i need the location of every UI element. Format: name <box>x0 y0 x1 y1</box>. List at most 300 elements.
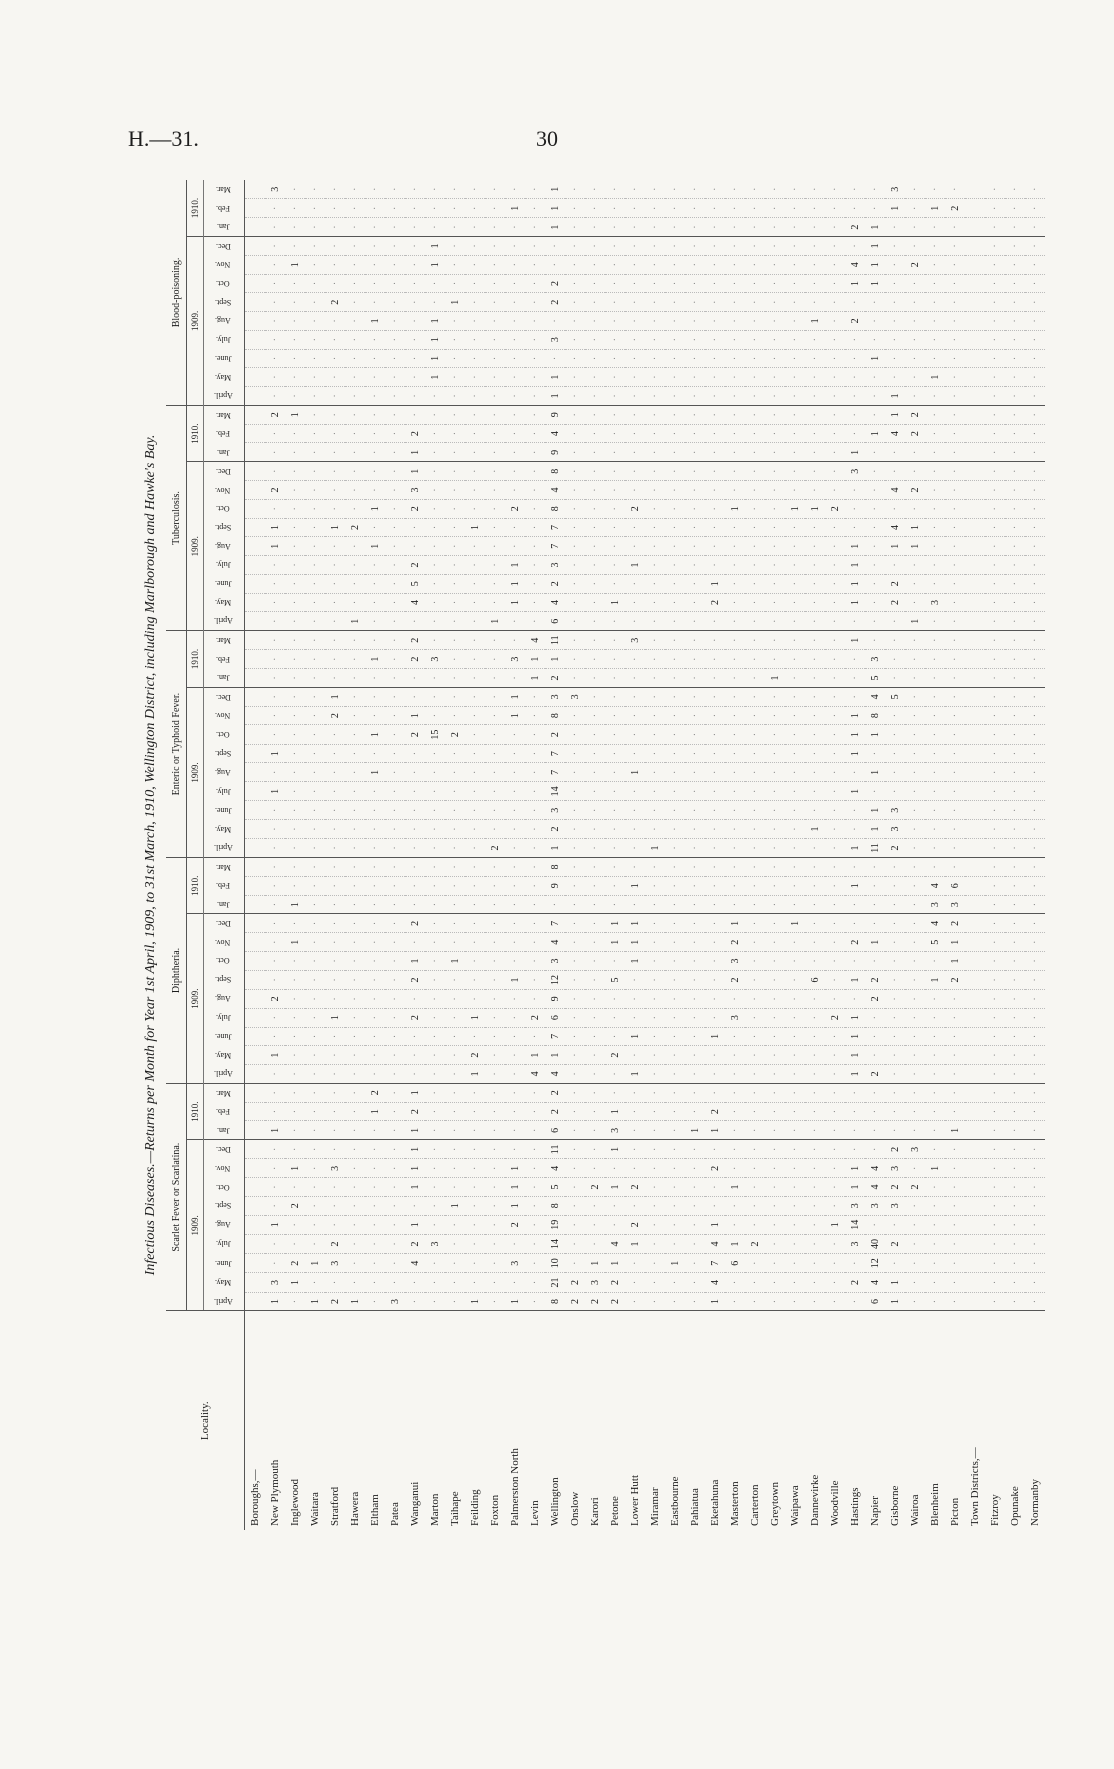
value-cell: · <box>465 1196 485 1215</box>
value-cell: · <box>1025 669 1045 688</box>
value-cell: · <box>285 669 305 688</box>
value-cell: 4 <box>865 687 885 706</box>
value-cell: · <box>865 462 885 481</box>
value-cell: · <box>585 933 605 952</box>
value-cell: · <box>785 687 805 706</box>
value-cell: · <box>865 914 885 933</box>
value-cell: · <box>485 218 505 237</box>
value-cell: 1 <box>365 537 385 556</box>
value-cell: · <box>805 725 825 744</box>
value-cell: · <box>905 970 925 989</box>
month-header <box>204 330 245 349</box>
value-cell: · <box>625 1196 645 1215</box>
value-cell: · <box>985 537 1005 556</box>
value-cell: · <box>445 631 465 650</box>
value-cell: · <box>385 612 405 631</box>
value-cell: · <box>645 820 665 839</box>
value-cell: · <box>365 1196 385 1215</box>
value-cell: · <box>705 293 725 312</box>
value-cell: · <box>465 858 485 877</box>
value-cell: · <box>905 293 925 312</box>
value-cell: · <box>1005 1234 1025 1253</box>
value-cell: · <box>605 1215 625 1234</box>
value-cell: · <box>505 330 525 349</box>
value-cell: · <box>665 349 685 368</box>
value-cell: · <box>825 1121 845 1140</box>
value-cell: · <box>565 1254 585 1273</box>
value-cell: 10 <box>545 1254 565 1273</box>
value-cell: · <box>825 970 845 989</box>
value-cell: · <box>885 462 905 481</box>
value-cell: · <box>625 312 645 331</box>
value-cell: · <box>705 499 725 518</box>
value-cell: · <box>265 312 285 331</box>
value-cell: · <box>825 218 845 237</box>
value-cell: · <box>285 782 305 801</box>
value-cell: · <box>985 1027 1005 1046</box>
value-cell: · <box>585 462 605 481</box>
value-cell: · <box>445 236 465 255</box>
value-cell: · <box>925 1234 945 1253</box>
value-cell: 1 <box>425 312 445 331</box>
value-cell: · <box>745 386 765 405</box>
value-cell: · <box>685 180 705 199</box>
value-cell: · <box>785 650 805 669</box>
value-cell: · <box>745 763 765 782</box>
value-cell: · <box>605 631 625 650</box>
value-cell: · <box>745 236 765 255</box>
value-cell: · <box>1025 199 1045 218</box>
value-cell: · <box>345 820 365 839</box>
value-cell: · <box>425 405 445 424</box>
value-cell: · <box>745 518 765 537</box>
value-cell: · <box>325 970 345 989</box>
value-cell: · <box>905 952 925 971</box>
value-cell: · <box>445 706 465 725</box>
value-cell: · <box>845 236 865 255</box>
table-row <box>325 180 345 1530</box>
value-cell: · <box>1025 593 1045 612</box>
value-cell: · <box>465 970 485 989</box>
value-cell: · <box>905 1046 925 1065</box>
value-cell: · <box>945 349 965 368</box>
empty-cell <box>965 1140 985 1159</box>
value-cell: · <box>925 293 945 312</box>
locality-name: Wellington <box>549 1477 561 1526</box>
value-cell: 2 <box>405 970 425 989</box>
value-cell: · <box>845 1083 865 1102</box>
value-cell: · <box>985 725 1005 744</box>
value-cell: · <box>425 462 445 481</box>
value-cell: · <box>285 1027 305 1046</box>
value-cell: 3 <box>265 180 285 199</box>
value-cell: · <box>385 574 405 593</box>
value-cell: · <box>925 1121 945 1140</box>
value-cell: · <box>565 481 585 500</box>
value-cell: · <box>385 763 405 782</box>
value-cell: · <box>745 1178 765 1197</box>
value-cell: · <box>285 763 305 782</box>
empty-cell <box>245 990 266 1009</box>
empty-cell <box>965 612 985 631</box>
value-cell: · <box>685 612 705 631</box>
value-cell: · <box>765 180 785 199</box>
value-cell: · <box>765 443 785 462</box>
value-cell: · <box>825 952 845 971</box>
value-cell: 1 <box>365 1102 385 1121</box>
value-cell: · <box>705 669 725 688</box>
value-cell: · <box>785 1121 805 1140</box>
empty-cell <box>245 725 266 744</box>
page-code: H.—31. <box>128 126 199 151</box>
value-cell: · <box>485 443 505 462</box>
value-cell: · <box>925 405 945 424</box>
value-cell: · <box>1005 631 1025 650</box>
value-cell: · <box>785 990 805 1009</box>
value-cell: · <box>565 199 585 218</box>
month-header <box>204 744 245 763</box>
value-cell: · <box>785 763 805 782</box>
value-cell: 1 <box>545 199 565 218</box>
value-cell: · <box>705 312 725 331</box>
value-cell: 2 <box>725 970 745 989</box>
value-cell: · <box>305 706 325 725</box>
value-cell: · <box>905 1196 925 1215</box>
value-cell: · <box>585 274 605 293</box>
value-cell: · <box>465 312 485 331</box>
value-cell: · <box>465 933 485 952</box>
value-cell: · <box>425 876 445 895</box>
value-cell: · <box>685 236 705 255</box>
value-cell: · <box>565 330 585 349</box>
value-cell: · <box>425 518 445 537</box>
value-cell: · <box>845 895 865 914</box>
value-cell: · <box>365 1273 385 1292</box>
value-cell: · <box>685 933 705 952</box>
table-row <box>565 180 585 1530</box>
month-label: Mar. <box>215 1088 231 1098</box>
value-cell: · <box>745 1102 765 1121</box>
value-cell: · <box>985 669 1005 688</box>
value-cell: · <box>445 556 465 575</box>
table-row <box>485 180 505 1530</box>
value-cell: · <box>745 1159 765 1178</box>
value-cell: · <box>445 1121 465 1140</box>
value-cell: · <box>325 1273 345 1292</box>
value-cell: · <box>265 556 285 575</box>
value-cell: · <box>825 368 845 387</box>
value-cell: · <box>1025 612 1045 631</box>
empty-cell <box>965 330 985 349</box>
value-cell: · <box>805 574 825 593</box>
value-cell: · <box>405 180 425 199</box>
value-cell: · <box>985 518 1005 537</box>
value-cell: · <box>985 1159 1005 1178</box>
value-cell: · <box>325 876 345 895</box>
value-cell: · <box>805 631 825 650</box>
value-cell: 1 <box>885 386 905 405</box>
value-cell: · <box>425 1121 445 1140</box>
value-cell: 4 <box>525 1064 545 1083</box>
value-cell: · <box>865 1027 885 1046</box>
value-cell: · <box>385 1064 405 1083</box>
empty-cell <box>245 1083 266 1102</box>
value-cell: · <box>345 293 365 312</box>
value-cell: · <box>525 801 545 820</box>
value-cell: · <box>725 274 745 293</box>
disease-table <box>166 180 1045 1530</box>
value-cell: · <box>325 933 345 952</box>
value-cell: · <box>725 199 745 218</box>
empty-cell <box>965 744 985 763</box>
value-cell: · <box>585 725 605 744</box>
value-cell: · <box>405 330 425 349</box>
value-cell: · <box>465 820 485 839</box>
value-cell: · <box>985 199 1005 218</box>
value-cell: · <box>925 725 945 744</box>
value-cell: 4 <box>705 1234 725 1253</box>
value-cell: 3 <box>325 1254 345 1273</box>
table-title: Infectious Diseases.—Returns per Month for Year 1st April, 1909, to 31st March, 1910, Wellington District, including Marlborough and Hawke's Bay. <box>143 434 158 1276</box>
value-cell: · <box>985 499 1005 518</box>
value-cell: · <box>705 481 725 500</box>
value-cell: · <box>865 1102 885 1121</box>
value-cell: · <box>885 725 905 744</box>
value-cell: · <box>605 782 625 801</box>
value-cell: · <box>425 499 445 518</box>
value-cell: · <box>305 518 325 537</box>
value-cell: · <box>905 1273 925 1292</box>
month-header <box>204 1027 245 1046</box>
value-cell: · <box>645 914 665 933</box>
empty-cell <box>965 1196 985 1215</box>
value-cell: · <box>685 499 705 518</box>
value-cell: 3 <box>565 687 585 706</box>
value-cell: · <box>905 858 925 877</box>
empty-cell <box>965 801 985 820</box>
value-cell: · <box>385 914 405 933</box>
value-cell: · <box>625 518 645 537</box>
value-cell: 2 <box>605 1273 625 1292</box>
value-cell: 1 <box>285 405 305 424</box>
value-cell: · <box>445 274 465 293</box>
value-cell: · <box>585 706 605 725</box>
value-cell: · <box>765 574 785 593</box>
value-cell: · <box>465 782 485 801</box>
value-cell: 1 <box>845 1046 865 1065</box>
value-cell: 3 <box>605 1121 625 1140</box>
value-cell: 1 <box>285 1273 305 1292</box>
value-cell: · <box>745 1292 765 1311</box>
value-cell: 1 <box>405 443 425 462</box>
value-cell: · <box>305 820 325 839</box>
value-cell: · <box>985 368 1005 387</box>
value-cell: · <box>385 1196 405 1215</box>
value-cell: · <box>765 1121 785 1140</box>
value-cell: 1 <box>625 1027 645 1046</box>
value-cell: · <box>265 293 285 312</box>
value-cell: · <box>285 612 305 631</box>
value-cell: · <box>465 650 485 669</box>
value-cell: · <box>685 650 705 669</box>
value-cell: · <box>765 1140 785 1159</box>
value-cell: · <box>445 537 465 556</box>
value-cell: · <box>365 199 385 218</box>
value-cell: 2 <box>865 990 885 1009</box>
value-cell: · <box>745 1196 765 1215</box>
value-cell: 1 <box>865 218 885 237</box>
value-cell: · <box>425 914 445 933</box>
value-cell: · <box>645 218 665 237</box>
value-cell: 1 <box>905 612 925 631</box>
value-cell: · <box>925 218 945 237</box>
value-cell: · <box>685 876 705 895</box>
value-cell: · <box>345 537 365 556</box>
month-label: Oct. <box>216 956 230 966</box>
value-cell: 2 <box>885 1140 905 1159</box>
empty-cell <box>245 933 266 952</box>
value-cell: · <box>825 481 845 500</box>
value-cell: · <box>745 1046 765 1065</box>
value-cell: · <box>725 255 745 274</box>
month-header <box>204 763 245 782</box>
value-cell: 8 <box>865 706 885 725</box>
value-cell: · <box>625 349 645 368</box>
value-cell: · <box>865 782 885 801</box>
value-cell: 2 <box>405 1102 425 1121</box>
value-cell: · <box>345 274 365 293</box>
value-cell: · <box>945 499 965 518</box>
value-cell: · <box>705 725 725 744</box>
value-cell: 1 <box>845 1008 865 1027</box>
value-cell: · <box>805 1292 825 1311</box>
value-cell: · <box>305 236 325 255</box>
value-cell: 1 <box>845 443 865 462</box>
value-cell: · <box>805 706 825 725</box>
value-cell: · <box>485 1064 505 1083</box>
value-cell: · <box>565 1083 585 1102</box>
value-cell: 3 <box>885 1196 905 1215</box>
value-cell: · <box>605 1027 625 1046</box>
value-cell: · <box>725 687 745 706</box>
locality-header: Locality. <box>166 1311 245 1530</box>
value-cell: 2 <box>905 424 925 443</box>
value-cell: · <box>705 537 725 556</box>
value-cell: · <box>525 518 545 537</box>
value-cell: · <box>725 612 745 631</box>
value-cell: · <box>305 499 325 518</box>
value-cell: · <box>345 1196 365 1215</box>
value-cell: · <box>345 218 365 237</box>
value-cell: · <box>485 593 505 612</box>
value-cell: · <box>805 763 825 782</box>
value-cell: 1 <box>665 1254 685 1273</box>
table-row <box>725 180 745 1530</box>
value-cell: · <box>305 1159 325 1178</box>
value-cell: 6 <box>725 1254 745 1273</box>
month-header <box>204 180 245 199</box>
month-label: Oct. <box>216 504 230 514</box>
value-cell: 1 <box>645 838 665 857</box>
value-cell: · <box>305 443 325 462</box>
value-cell: · <box>765 499 785 518</box>
value-cell: · <box>845 424 865 443</box>
value-cell: · <box>665 274 685 293</box>
value-cell: 2 <box>845 933 865 952</box>
value-cell: · <box>285 386 305 405</box>
year-header: 1910. <box>187 1083 204 1139</box>
value-cell: · <box>1005 669 1025 688</box>
value-cell: 5 <box>925 933 945 952</box>
value-cell: · <box>785 443 805 462</box>
value-cell: · <box>605 725 625 744</box>
value-cell: · <box>425 858 445 877</box>
value-cell: · <box>265 593 285 612</box>
value-cell: · <box>565 312 585 331</box>
empty-cell <box>245 1234 266 1253</box>
value-cell: · <box>625 1083 645 1102</box>
value-cell: · <box>1025 293 1045 312</box>
value-cell: · <box>265 952 285 971</box>
value-cell: · <box>885 443 905 462</box>
value-cell: · <box>565 218 585 237</box>
value-cell: · <box>365 218 385 237</box>
value-cell: · <box>445 612 465 631</box>
value-cell: · <box>785 274 805 293</box>
locality-name: Eastbourne <box>669 1476 681 1526</box>
month-label: June. <box>214 805 232 815</box>
value-cell: · <box>1005 274 1025 293</box>
value-cell: · <box>625 236 645 255</box>
value-cell: · <box>325 914 345 933</box>
value-cell: · <box>885 1064 905 1083</box>
value-cell: · <box>325 895 345 914</box>
value-cell: · <box>625 199 645 218</box>
value-cell: 2 <box>885 1234 905 1253</box>
value-cell: 1 <box>505 970 525 989</box>
value-cell: · <box>565 1046 585 1065</box>
value-cell: · <box>365 1234 385 1253</box>
value-cell: 1 <box>925 970 945 989</box>
value-cell: · <box>645 574 665 593</box>
value-cell: · <box>685 537 705 556</box>
value-cell: · <box>785 858 805 877</box>
value-cell: 15 <box>425 725 445 744</box>
value-cell: 2 <box>945 199 965 218</box>
value-cell: · <box>805 424 825 443</box>
value-cell: · <box>565 462 585 481</box>
value-cell: · <box>825 462 845 481</box>
value-cell: · <box>885 1121 905 1140</box>
value-cell: · <box>685 312 705 331</box>
value-cell: · <box>285 1140 305 1159</box>
value-cell: · <box>925 1273 945 1292</box>
value-cell: · <box>465 631 485 650</box>
value-cell: · <box>445 970 465 989</box>
value-cell: 2 <box>945 970 965 989</box>
value-cell: · <box>825 687 845 706</box>
value-cell: · <box>745 180 765 199</box>
value-cell: · <box>565 180 585 199</box>
value-cell: · <box>1025 1121 1045 1140</box>
value-cell: 1 <box>925 1159 945 1178</box>
value-cell: · <box>665 1178 685 1197</box>
locality-name: Marton <box>429 1493 441 1526</box>
empty-cell <box>965 1273 985 1292</box>
value-cell: 2 <box>505 1215 525 1234</box>
value-cell: · <box>1025 725 1045 744</box>
value-cell: · <box>825 1178 845 1197</box>
